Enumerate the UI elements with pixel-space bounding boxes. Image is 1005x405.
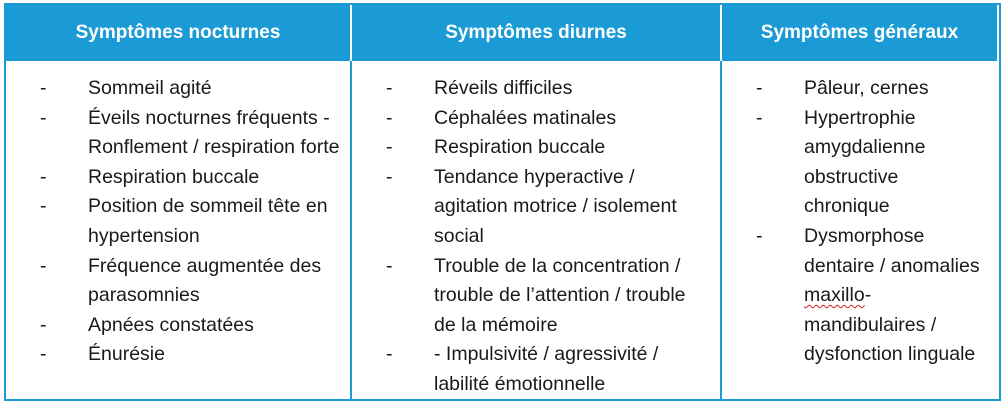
general-list [722, 74, 999, 370]
symptoms-table [4, 3, 1001, 401]
header-nocturnal: Symptômes nocturnes [6, 5, 352, 61]
list-item: - Énurésie [88, 340, 340, 370]
diurnal-list [352, 74, 720, 400]
cell-diurnal [352, 61, 722, 400]
list-item: - - Impulsivité / agressivité / labilité émotionnelle [434, 340, 710, 399]
list-item: - Tendance hyperactive / agitation motrice / isolement social [434, 163, 710, 252]
cell-general [722, 61, 999, 400]
list-item: - Pâleur, cernes [804, 74, 989, 104]
list-item: - Fréquence augmentée des parasomnies [88, 252, 340, 311]
list-item: - Respiration buccale [88, 163, 340, 193]
spellcheck-underline: maxillo [804, 284, 865, 307]
header-diurnal: Symptômes diurnes [352, 5, 722, 61]
list-item: - Réveils difficiles [434, 74, 710, 104]
list-item: - Respiration buccale [434, 133, 710, 163]
list-item: - Céphalées matinales [434, 104, 710, 134]
list-item: - Apnées constatées [88, 311, 340, 341]
nocturnal-list [6, 74, 350, 370]
list-item: - Éveils nocturnes fréquents - Ronflement / respiration forte [88, 104, 340, 163]
list-item: - Dysmorphose dentaire / anomalies maxillo-mandibulaires / dysfonction linguale [804, 222, 989, 370]
cell-nocturnal [6, 61, 352, 400]
list-item: - Trouble de la concentration / trouble de l’attention / trouble de la mémoire [434, 252, 710, 341]
list-item: - Position de sommeil tête en hypertension [88, 192, 340, 251]
list-item: - Hypertrophie amygdalienne obstructive chronique [804, 104, 989, 222]
list-item: - Sommeil agité [88, 74, 340, 104]
header-general: Symptômes généraux [722, 5, 999, 61]
